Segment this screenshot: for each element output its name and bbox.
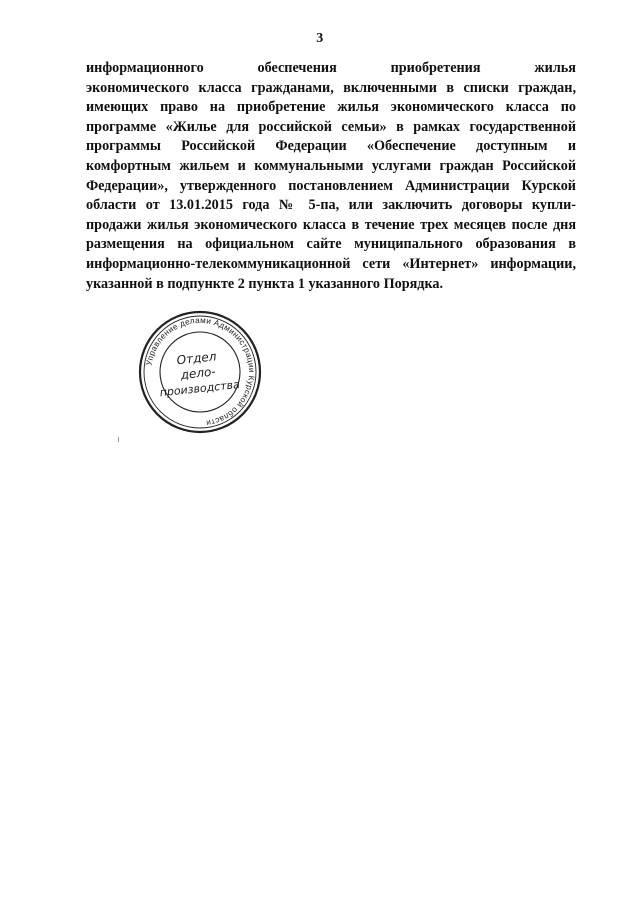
- text-line: области от 13.01.2015 года № 5-па, или заключить договоры купли-: [86, 197, 576, 214]
- stamp-center-line-1: Отдел: [176, 349, 218, 368]
- body-text: [86, 59, 576, 294]
- text-line: указанной в подпункте 2 пункта 1 указанного Порядка.: [86, 275, 444, 292]
- text-line: имеющих право на приобретение жилья экономического класса по: [86, 99, 576, 116]
- text-line: программе «Жилье для российской семьи» в рамках государственной: [86, 118, 576, 135]
- text-line: экономического класса гражданами, включенными в списки граждан,: [86, 79, 576, 96]
- stamp-center-line-3: производства: [159, 377, 241, 400]
- text-line: программы Российской Федерации «Обеспечение доступным и: [86, 138, 576, 155]
- text-line: информационно-телекоммуникационной сети «Интернет» информации,: [86, 255, 576, 272]
- stamp-center-line-2: дело-: [179, 364, 217, 382]
- text-line: комфортным жильем и коммунальными услугами граждан Российской: [86, 157, 576, 174]
- text-line: продажи жилья экономического класса в течение трех месяцев после дня: [86, 216, 576, 233]
- stamp-ring-text: Управление делами Администрации Курской области: [144, 315, 257, 428]
- text-line: информационного обеспечения приобретения жилья: [86, 60, 576, 76]
- text-line: размещения на официальном сайте муниципального образования в: [86, 236, 576, 253]
- scan-speck: [118, 437, 119, 442]
- stamp-seal-icon: [136, 308, 264, 436]
- page-number: 3: [316, 31, 324, 46]
- office-stamp: [136, 308, 264, 436]
- text-line: Федерации», утвержденного постановлением Администрации Курской: [86, 177, 576, 194]
